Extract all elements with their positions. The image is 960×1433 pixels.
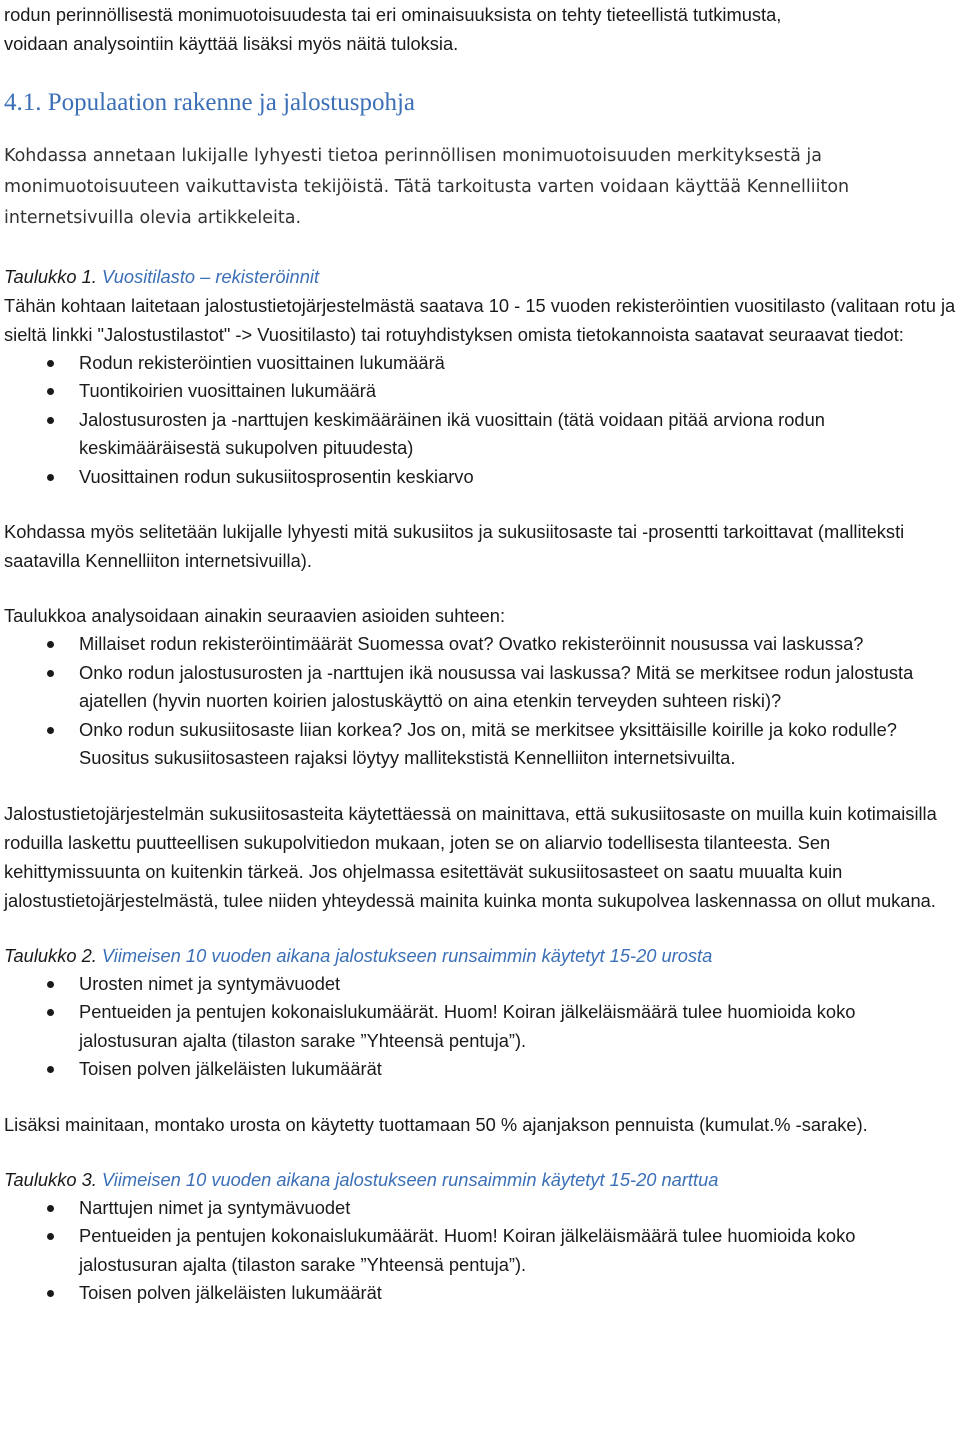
table3-caption-text: Viimeisen 10 vuoden aikana jalostukseen runsaimmin käytetyt 15-20 narttua [96,1168,719,1190]
table2-paragraph: Lisäksi mainitaan, montako urosta on käytetty tuottamaan 50 % ajanjakson pennuista (kumulat.% -sarake). [4,1113,868,1135]
list-item: Narttujen nimet ja syntymävuodet [4,1194,956,1223]
table3-caption [4,1165,956,1194]
list-item: Onko rodun jalostusurosten ja -narttujen ikä nousussa vai laskussa? Mitä se merkitsee rodun jalostusta ajatellen (hyvin nuorten koirien jalostuskäyttö on aina etenkin terveyden suhteen riski)? [4,659,956,716]
table2-caption [4,941,956,970]
list-item: Pentueiden ja pentujen kokonaislukumäärät. Huom! Koiran jälkeläismäärä tulee huomioida koko jalostusuran ajalta (tilaston sarake ”Yhteensä pentuja”). [4,1222,956,1279]
list-item: Millaiset rodun rekisteröintimäärät Suomessa ovat? Ovatko rekisteröinnit nousussa vai laskussa? [4,630,956,659]
table3-list [4,1194,956,1308]
table1-paragraph: Tähän kohtaan laitetaan jalostustietojärjestelmästä saatava 10 - 15 vuoden rekisteröintien vuositilasto (valitaan rotu ja sieltä linkki "Jalostustilastot" -> Vuositilasto) tai rotuyhdistyksen omista tietokannoista saatavat seuraavat tiedot: [4,294,956,345]
list-item: Toisen polven jälkeläisten lukumäärät [4,1279,956,1308]
list-item: Tuontikoirien vuosittainen lukumäärä [4,377,956,406]
table1-caption-text: Vuositilasto – rekisteröinnit [96,265,320,287]
table2-caption-text: Viimeisen 10 vuoden aikana jalostukseen runsaimmin käytetyt 15-20 urosta [96,944,713,966]
table3-caption-prefix: Taulukko 3. [4,1168,97,1190]
list-item: Urosten nimet ja syntymävuodet [4,970,956,999]
analysis-intro: Taulukkoa analysoidaan ainakin seuraavien asioiden suhteen: [4,605,506,627]
list-item: Jalostusurosten ja -narttujen keskimääräinen ikä vuosittain (tätä voidaan pitää arviona rodun keskimääräisestä sukupolven pituudesta) [4,406,956,463]
section-paragraph: Kohdassa annetaan lukijalle lyhyesti tietoa perinnöllisen monimuotoisuuden merkityksestä ja monimuotoisuuteen vaikuttavista tekijöistä. Tätä tarkoitusta varten voidaan käyttää Kennelliiton internetsivuilla olevia artikkeleita. [4,145,850,228]
table2-list [4,970,956,1084]
table1-caption [4,262,956,291]
table1-caption-prefix: Taulukko 1. [4,265,97,287]
section-heading: 4.1. Populaation rakenne ja jalostuspohja [4,89,416,116]
intro-line-1: rodun perinnöllisestä monimuotoisuudesta tai eri ominaisuuksista on tehty tieteellistä tutkimusta, [4,4,782,25]
inbreeding-paragraph: Jalostustietojärjestelmän sukusiitosasteita käytettäessä on mainittava, että sukusiitosaste on muilla kuin kotimaisilla roduilla laskettu puutteellisen sukupolvitiedon mukaan, joten se on aliarvio todellisesta tilanteesta. Sen kehittymissuunta on kuitenkin tärkeä. Jos ohjelmassa esitettävät sukusiitosasteet on saatu muualta kuin jalostustietojärjestelmästä, tulee niiden yhteydessä mainita kuinka monta sukupolvea laskennassa on ollut mukana. [4,802,937,911]
list-item: Pentueiden ja pentujen kokonaislukumäärät. Huom! Koiran jälkeläismäärä tulee huomioida koko jalostusuran ajalta (tilaston sarake ”Yhteensä pentuja”). [4,998,956,1055]
list-item: Rodun rekisteröintien vuosittainen lukumäärä [4,349,956,378]
analysis-questions-list [4,630,956,773]
sukusiitos-paragraph: Kohdassa myös selitetään lukijalle lyhyesti mitä sukusiitos ja sukusiitosaste tai -prosentti tarkoittavat (malliteksti saatavilla Kennelliiton internetsivuilla). [4,521,905,572]
table1-list [4,349,956,492]
list-item: Toisen polven jälkeläisten lukumäärät [4,1055,956,1084]
list-item: Onko rodun sukusiitosaste liian korkea? Jos on, mitä se merkitsee yksittäisille koirille ja koko rodulle? Suositus sukusiitosasteen rajaksi löytyy mallitekstistä Kennelliiton internetsivuilta. [4,716,956,773]
list-item: Vuosittainen rodun sukusiitosprosentin keskiarvo [4,463,956,492]
intro-line-2: voidaan analysointiin käyttää lisäksi myös näitä tuloksia. [4,33,459,54]
table2-caption-prefix: Taulukko 2. [4,944,97,966]
